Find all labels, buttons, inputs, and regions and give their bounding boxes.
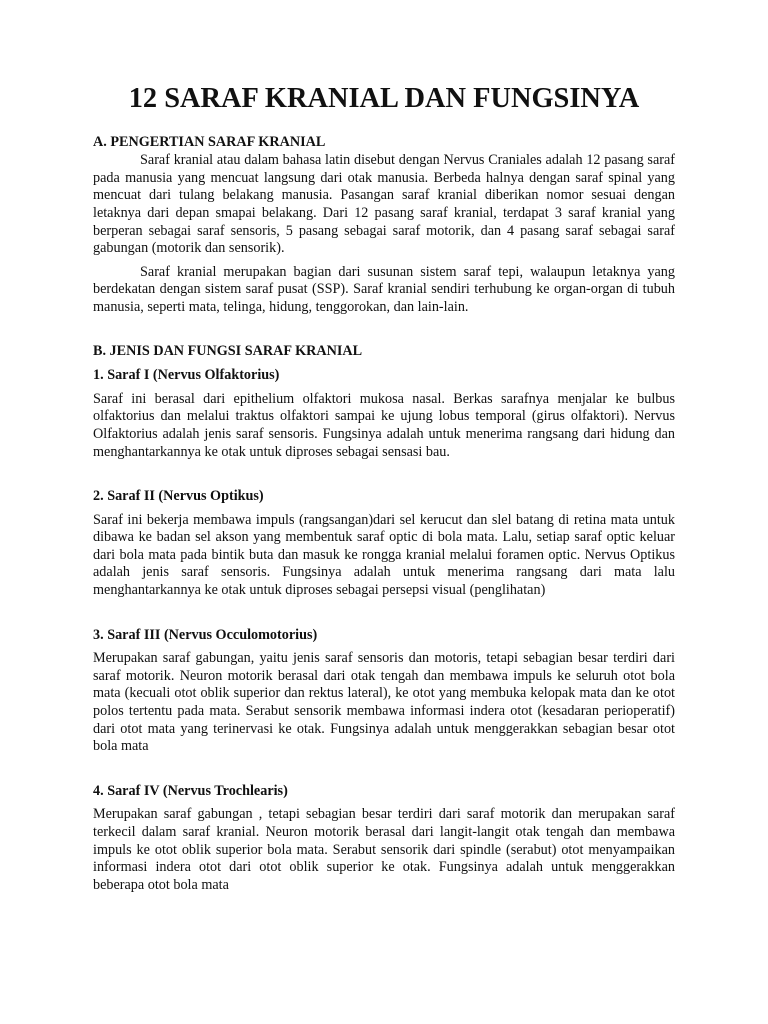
nerve-item-occulomotorius <box>93 627 675 756</box>
nerve-heading: 3. Saraf III (Nervus Occulomotorius) <box>93 626 318 643</box>
document-title: 12 SARAF KRANIAL DAN FUNGSINYA <box>128 83 640 114</box>
section-b <box>93 343 675 895</box>
nerve-item-optikus <box>93 488 675 600</box>
nerve-description: Saraf ini bekerja membawa impuls (rangsangan)dari sel kerucut dan slel batang di retina mata untuk dibawa ke badan sel akson yang membentuk saraf optic di bola mata. Lalu, setiap saraf optic keluar dari bola mata pada bintik buta dan masuk ke rongga kranial melalui foramen optic. Nervus Optikus adalah jenis saraf sensoris. Fungsinya adalah untuk menerima rangsang dari mata lalu menghantarkannya ke otak untuk diproses sebagai persepsi visual (penglihatan) <box>93 511 675 599</box>
nerve-heading: 1. Saraf I (Nervus Olfaktorius) <box>93 367 280 384</box>
document-body <box>93 83 675 894</box>
nerve-heading: 2. Saraf II (Nervus Optikus) <box>93 488 264 505</box>
nerve-description: Merupakan saraf gabungan, yaitu jenis saraf sensoris dan motoris, tetapi sebagian besar terdiri dari saraf motorik. Neuron motorik berasal dari otak tengah dan membawa impuls ke seluruh otot bola mata (kecuali otot oblik superior dan rektus lateral), ke otot yang membuka kelopak mata dan ke otot polos tertentu pada mata. Serabut sensorik membawa informasi indera otot (kesadaran perioperatif) dari otot mata yang terinervasi ke otak. Fungsinya adalah untuk menggerakkan sebagian besar otot bola mata <box>93 650 675 755</box>
section-b-heading: B. JENIS DAN FUNGSI SARAF KRANIAL <box>93 342 363 359</box>
nerve-item-trochlearis <box>93 783 675 895</box>
nerve-heading: 4. Saraf IV (Nervus Trochlearis) <box>93 782 288 799</box>
section-a-paragraph-2: Saraf kranial merupakan bagian dari susunan sistem saraf tepi, walaupun letaknya yang berdekatan dengan sistem saraf pusat (SSP). Saraf kranial sendiri terhubung ke organ-organ di tubuh manusia, seperti mata, telinga, hidung, tenggorokan, dan lain-lain. <box>93 263 675 315</box>
nerve-description: Saraf ini berasal dari epithelium olfaktori mukosa nasal. Berkas sarafnya menjalar ke bulbus olfaktorius dan melalui traktus olfaktori sampai ke ujung lobus temporal (girus olfaktori). Nervus Olfaktorius adalah jenis saraf sensoris. Fungsinya adalah untuk menerima rangsang dari hidung dan menghantarkannya ke otak untuk diproses sebagai sensasi bau. <box>93 390 675 460</box>
section-a-heading: A. PENGERTIAN SARAF KRANIAL <box>93 133 326 150</box>
nerve-description: Merupakan saraf gabungan , tetapi sebagian besar terdiri dari saraf motorik dan merupakan saraf terkecil dalam saraf kranial. Neuron motorik berasal dari langit-langit otak tengah dan membawa impuls ke otot oblik superior bola mata. Serabut sensorik dari spindle (serabut) otot menyampaikan informasi indera otot dari otot oblik superior ke otak. Fungsinya adalah untuk menggerakkan beberapa otot bola mata <box>93 806 675 893</box>
section-a-paragraph-1: Saraf kranial atau dalam bahasa latin disebut dengan Nervus Craniales adalah 12 pasang saraf pada manusia yang mencuat langsung dari otak manusia. Berbeda halnya dengan saraf spinal yang mencuat dari tulang belakang manusia. Pasangan saraf kranial diberikan nomor sesuai dengan letaknya dari depan smapai belakang. Dari 12 pasang saraf kranial, terdapat 3 saraf kranial yang berperan sebagai saraf sensoris, 5 pasang sebagai saraf motorik, dan 4 pasang saraf sebagai saraf gabungan (motorik dan sensorik). <box>93 152 675 257</box>
nerve-item-olfaktorius <box>93 367 675 461</box>
section-a <box>93 134 675 317</box>
